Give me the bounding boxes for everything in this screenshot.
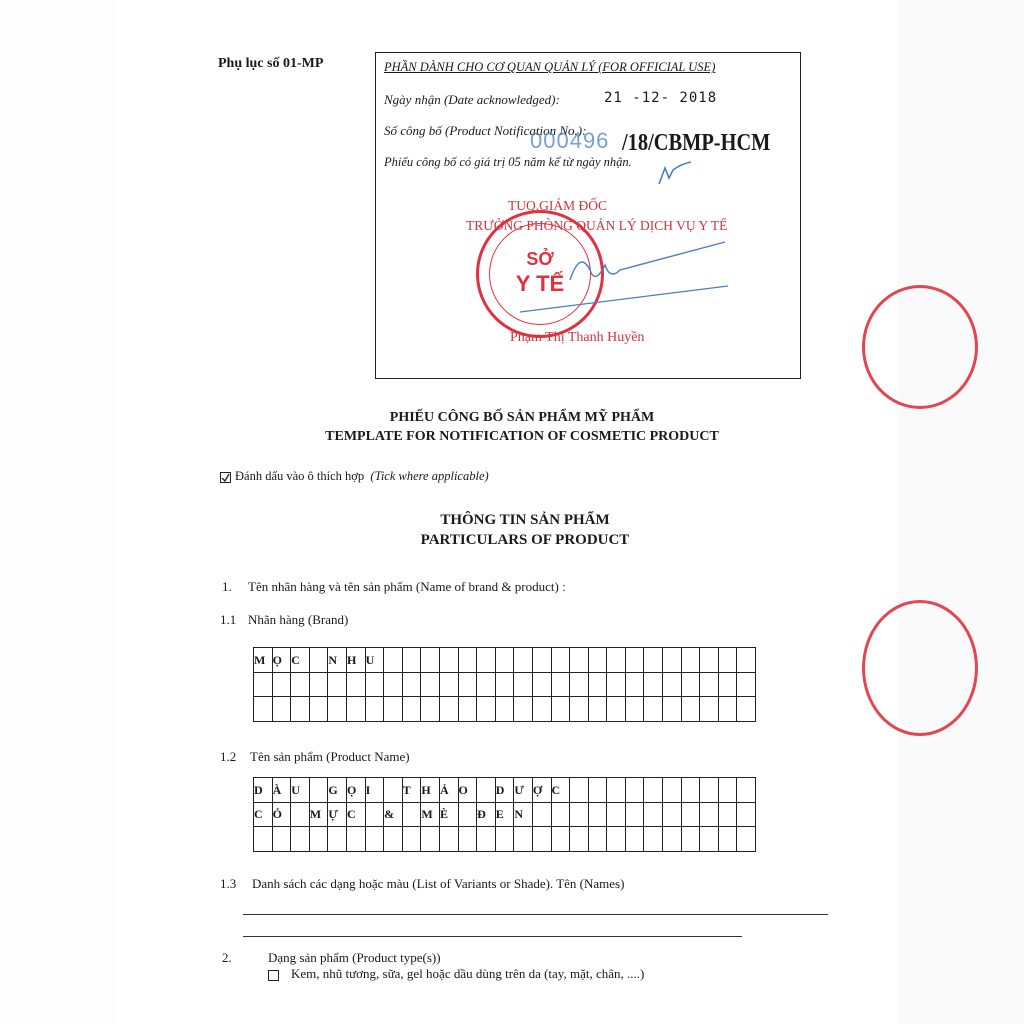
grid-cell: M xyxy=(309,802,328,827)
tick-note: Đánh dấu vào ô thích hợp xyxy=(235,469,365,483)
grid-cell xyxy=(402,802,421,827)
grid-cell xyxy=(700,697,719,722)
grid-cell xyxy=(477,697,496,722)
section-title-en: PARTICULARS OF PRODUCT xyxy=(420,532,630,548)
grid-cell xyxy=(625,648,644,673)
grid-cell: Ư xyxy=(514,778,533,803)
grid-cell: C xyxy=(254,802,273,827)
grid-cell: È xyxy=(439,802,458,827)
grid-cell xyxy=(439,648,458,673)
grid-cell xyxy=(663,827,682,852)
grid-cell xyxy=(625,778,644,803)
grid-cell xyxy=(514,648,533,673)
grid-cell xyxy=(663,802,682,827)
grid-cell xyxy=(384,827,403,852)
grid-cell: Ỏ xyxy=(272,802,291,827)
grid-cell xyxy=(551,802,570,827)
item-2-number: 2. xyxy=(222,950,232,965)
grid-cell xyxy=(644,778,663,803)
grid-cell xyxy=(365,697,384,722)
grid-cell xyxy=(551,672,570,697)
grid-cell xyxy=(477,672,496,697)
grid-cell xyxy=(402,648,421,673)
official-seal: SỞ Y TẾ xyxy=(476,210,604,338)
grid-cell: G xyxy=(328,778,347,803)
grid-cell: À xyxy=(272,778,291,803)
item-2-text: Dạng sản phẩm (Product type(s)) xyxy=(268,950,441,965)
grid-cell xyxy=(588,648,607,673)
signature xyxy=(510,240,735,320)
number-label: Số công bố (Product Notification No.): xyxy=(384,123,587,138)
grid-cell xyxy=(272,827,291,852)
grid-cell xyxy=(718,697,737,722)
item-1-2-text: Tên sản phẩm (Product Name) xyxy=(250,749,410,764)
grid-cell xyxy=(551,648,570,673)
grid-cell: I xyxy=(365,778,384,803)
grid-cell xyxy=(681,648,700,673)
grid-cell xyxy=(737,648,756,673)
grid-cell xyxy=(514,697,533,722)
item-1-number: 1. xyxy=(222,579,232,594)
grid-cell xyxy=(346,697,365,722)
appendix-label: Phụ lục số 01-MP xyxy=(218,56,324,71)
tick-note-en: (Tick where applicable) xyxy=(370,469,489,483)
grid-cell xyxy=(644,802,663,827)
grid-cell xyxy=(625,827,644,852)
grid-cell xyxy=(700,827,719,852)
grid-cell: D xyxy=(254,778,273,803)
grid-cell xyxy=(718,827,737,852)
item-1-3-number: 1.3 xyxy=(220,876,237,891)
grid-cell: N xyxy=(328,648,347,673)
grid-cell xyxy=(625,697,644,722)
grid-cell xyxy=(291,827,310,852)
grid-cell xyxy=(384,697,403,722)
side-seal-2 xyxy=(862,600,978,736)
grid-cell xyxy=(663,672,682,697)
grid-cell xyxy=(607,697,626,722)
grid-cell xyxy=(365,802,384,827)
grid-cell xyxy=(700,648,719,673)
grid-cell xyxy=(607,802,626,827)
grid-cell xyxy=(737,697,756,722)
grid-cell xyxy=(328,672,347,697)
grid-cell xyxy=(570,778,589,803)
grid-cell xyxy=(588,672,607,697)
grid-cell xyxy=(718,648,737,673)
initials-signature xyxy=(655,158,695,188)
grid-row xyxy=(254,672,756,697)
grid-cell xyxy=(421,827,440,852)
grid-cell xyxy=(346,672,365,697)
grid-cell xyxy=(644,672,663,697)
grid-cell xyxy=(458,672,477,697)
grid-cell xyxy=(384,648,403,673)
grid-cell xyxy=(700,672,719,697)
grid-cell xyxy=(607,778,626,803)
grid-cell xyxy=(607,648,626,673)
validity-note: Phiếu công bố có giá trị 05 năm kể từ ngày nhận. xyxy=(384,155,632,169)
grid-row xyxy=(254,648,756,673)
variants-line-2 xyxy=(243,936,742,937)
side-seal-1 xyxy=(862,285,978,409)
grid-cell xyxy=(681,802,700,827)
product-type-option[interactable] xyxy=(268,966,644,982)
grid-cell xyxy=(588,802,607,827)
grid-cell: N xyxy=(514,802,533,827)
signer-title-1: TUQ.GIÁM ĐỐC xyxy=(508,198,607,213)
grid-cell xyxy=(384,672,403,697)
grid-cell xyxy=(291,802,310,827)
grid-cell xyxy=(588,697,607,722)
grid-cell xyxy=(663,697,682,722)
item-1-2-number: 1.2 xyxy=(220,749,237,764)
grid-cell xyxy=(495,672,514,697)
item-1-1-text: Nhãn hàng (Brand) xyxy=(248,612,349,627)
grid-cell xyxy=(421,672,440,697)
grid-cell xyxy=(421,648,440,673)
item-1-text: Tên nhãn hàng và tên sản phẩm (Name of brand & product) : xyxy=(248,579,566,594)
grid-cell xyxy=(477,648,496,673)
grid-cell xyxy=(477,827,496,852)
notification-number-suffix: /18/CBMP-HCM xyxy=(622,130,771,156)
date-value: 21 -12- 2018 xyxy=(604,90,718,106)
grid-cell xyxy=(532,648,551,673)
grid-cell: Đ xyxy=(477,802,496,827)
grid-cell xyxy=(570,672,589,697)
checkbox-icon[interactable] xyxy=(268,970,279,981)
grid-cell xyxy=(644,827,663,852)
grid-cell: U xyxy=(365,648,384,673)
grid-cell xyxy=(570,648,589,673)
grid-cell xyxy=(328,697,347,722)
section-title-vi: THÔNG TIN SẢN PHẨM xyxy=(440,512,610,528)
grid-cell xyxy=(291,672,310,697)
grid-cell xyxy=(309,648,328,673)
grid-cell: & xyxy=(384,802,403,827)
grid-cell xyxy=(663,648,682,673)
grid-cell xyxy=(254,672,273,697)
grid-cell xyxy=(365,672,384,697)
grid-cell xyxy=(458,648,477,673)
grid-cell xyxy=(607,672,626,697)
grid-cell xyxy=(272,672,291,697)
grid-cell xyxy=(402,672,421,697)
grid-cell xyxy=(346,827,365,852)
grid-cell xyxy=(309,827,328,852)
grid-cell xyxy=(532,827,551,852)
grid-cell xyxy=(700,778,719,803)
signer-name: Phạm Thị Thanh Huyền xyxy=(510,330,645,345)
grid-cell xyxy=(309,778,328,803)
grid-cell xyxy=(718,672,737,697)
grid-cell: Ả xyxy=(439,778,458,803)
date-label: Ngày nhận (Date acknowledged): xyxy=(384,92,560,107)
grid-cell xyxy=(551,697,570,722)
tick-note-row xyxy=(220,469,489,484)
item-1-1-number: 1.1 xyxy=(220,612,237,627)
grid-cell xyxy=(681,827,700,852)
grid-cell xyxy=(551,827,570,852)
grid-cell xyxy=(477,778,496,803)
grid-cell: C xyxy=(291,648,310,673)
grid-cell xyxy=(570,697,589,722)
title-vi: PHIẾU CÔNG BỐ SẢN PHẨM MỸ PHẨM xyxy=(389,410,655,425)
grid-cell xyxy=(644,697,663,722)
grid-cell xyxy=(644,648,663,673)
grid-cell: Ọ xyxy=(346,778,365,803)
variants-line-1 xyxy=(243,914,828,915)
grid-cell: T xyxy=(402,778,421,803)
grid-row xyxy=(254,697,756,722)
grid-cell: E xyxy=(495,802,514,827)
grid-cell xyxy=(328,827,347,852)
grid-cell xyxy=(365,827,384,852)
grid-cell xyxy=(625,802,644,827)
grid-cell xyxy=(718,802,737,827)
grid-cell xyxy=(458,802,477,827)
grid-cell: H xyxy=(421,778,440,803)
grid-cell: Ự xyxy=(328,802,347,827)
grid-cell xyxy=(737,672,756,697)
grid-cell: U xyxy=(291,778,310,803)
product-type-option-label: Kem, nhũ tương, sữa, gel hoặc dầu dùng trên da (tay, mặt, chân, ....) xyxy=(291,966,645,981)
grid-cell xyxy=(495,697,514,722)
grid-cell xyxy=(532,672,551,697)
grid-cell xyxy=(718,778,737,803)
grid-cell xyxy=(570,802,589,827)
grid-cell: Ợ xyxy=(532,778,551,803)
grid-cell xyxy=(458,697,477,722)
grid-cell: M xyxy=(421,802,440,827)
grid-cell: H xyxy=(346,648,365,673)
grid-cell xyxy=(588,778,607,803)
grid-cell xyxy=(495,827,514,852)
grid-cell xyxy=(309,697,328,722)
grid-cell xyxy=(458,827,477,852)
signer-title-2: TRƯỞNG PHÒNG QUẢN LÝ DỊCH VỤ Y TẾ xyxy=(466,218,728,233)
grid-cell xyxy=(700,802,719,827)
grid-row xyxy=(254,778,756,803)
grid-cell xyxy=(254,697,273,722)
official-heading: PHẦN DÀNH CHO CƠ QUAN QUẢN LÝ (FOR OFFICIAL USE) xyxy=(384,60,716,74)
product-name-grid xyxy=(253,777,756,852)
item-1-3-text: Danh sách các dạng hoặc màu (List of Variants or Shade). Tên (Names) xyxy=(252,876,625,891)
grid-cell xyxy=(681,697,700,722)
grid-cell xyxy=(439,697,458,722)
grid-cell xyxy=(309,672,328,697)
grid-cell xyxy=(681,672,700,697)
grid-cell xyxy=(439,672,458,697)
grid-cell: O xyxy=(458,778,477,803)
grid-cell xyxy=(254,827,273,852)
grid-cell: C xyxy=(346,802,365,827)
grid-cell xyxy=(514,827,533,852)
grid-cell xyxy=(737,802,756,827)
checked-box-icon xyxy=(220,472,231,483)
grid-cell xyxy=(737,778,756,803)
grid-cell xyxy=(625,672,644,697)
grid-cell xyxy=(384,778,403,803)
grid-cell xyxy=(588,827,607,852)
grid-cell xyxy=(402,827,421,852)
grid-cell: C xyxy=(551,778,570,803)
grid-cell: D xyxy=(495,778,514,803)
grid-cell xyxy=(532,697,551,722)
grid-cell xyxy=(607,827,626,852)
grid-cell xyxy=(681,778,700,803)
grid-cell xyxy=(402,697,421,722)
grid-cell xyxy=(291,697,310,722)
grid-cell xyxy=(421,697,440,722)
grid-cell xyxy=(663,778,682,803)
grid-cell xyxy=(737,827,756,852)
notification-number-stamp: 000496 xyxy=(530,128,610,153)
grid-row xyxy=(254,827,756,852)
brand-grid xyxy=(253,647,756,722)
title-en: TEMPLATE FOR NOTIFICATION OF COSMETIC PRODUCT xyxy=(325,429,719,444)
grid-cell: M xyxy=(254,648,273,673)
grid-cell xyxy=(532,802,551,827)
grid-cell xyxy=(495,648,514,673)
grid-cell xyxy=(439,827,458,852)
grid-cell xyxy=(570,827,589,852)
grid-cell xyxy=(272,697,291,722)
grid-row xyxy=(254,802,756,827)
grid-cell: Ọ xyxy=(272,648,291,673)
grid-cell xyxy=(514,672,533,697)
